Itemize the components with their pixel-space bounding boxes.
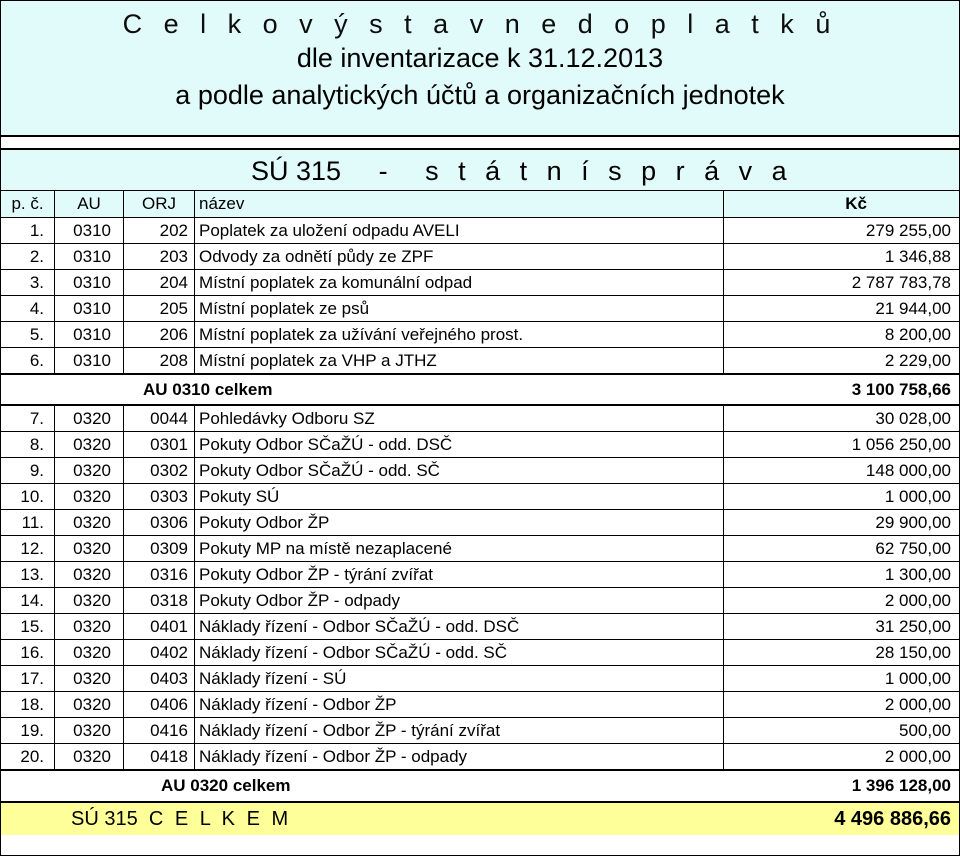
cell-nazev: Místní poplatek za VHP a JTHZ	[195, 348, 724, 375]
table-row	[1, 718, 959, 744]
cell-kc: 1 000,00	[724, 484, 960, 510]
table-row	[1, 510, 959, 536]
cell-au: 0320	[55, 510, 124, 536]
cell-au: 0320	[55, 432, 124, 458]
cell-nazev: Náklady řízení - Odbor ŽP - týrání zvířat	[195, 718, 724, 744]
section-title	[251, 156, 793, 187]
cell-orj: 0418	[124, 744, 195, 771]
cell-pc: 13.	[1, 562, 55, 588]
col-header-nazev: název	[195, 191, 724, 218]
table-row	[1, 432, 959, 458]
cell-orj: 0318	[124, 588, 195, 614]
cell-nazev: Náklady řízení - SÚ	[195, 666, 724, 692]
table-row	[1, 218, 959, 244]
section-header	[1, 150, 959, 191]
table-row	[1, 484, 959, 510]
cell-au: 0320	[55, 640, 124, 666]
cell-au: 0320	[55, 744, 124, 771]
table-row	[1, 588, 959, 614]
cell-pc: 10.	[1, 484, 55, 510]
table-row	[1, 562, 959, 588]
cell-nazev: Pokuty Odbor SČaŽÚ - odd. SČ	[195, 458, 724, 484]
cell-orj: 0406	[124, 692, 195, 718]
table-row	[1, 322, 959, 348]
cell-kc: 1 346,88	[724, 244, 960, 270]
cell-orj: 0416	[124, 718, 195, 744]
cell-orj: 206	[124, 322, 195, 348]
cell-au: 0320	[55, 405, 124, 432]
cell-kc: 31 250,00	[724, 614, 960, 640]
cell-pc: 20.	[1, 744, 55, 771]
cell-pc: 9.	[1, 458, 55, 484]
table-row	[1, 640, 959, 666]
section-code: SÚ 315	[251, 156, 342, 186]
cell-orj: 0303	[124, 484, 195, 510]
cell-orj: 0309	[124, 536, 195, 562]
cell-orj: 0402	[124, 640, 195, 666]
subtotal-value: 3 100 758,66	[724, 374, 960, 405]
cell-au: 0320	[55, 562, 124, 588]
cell-kc: 8 200,00	[724, 322, 960, 348]
table-row	[1, 244, 959, 270]
col-header-orj: ORJ	[124, 191, 195, 218]
cell-pc: 16.	[1, 640, 55, 666]
cell-nazev: Pokuty Odbor ŽP - odpady	[195, 588, 724, 614]
table-row	[1, 458, 959, 484]
cell-kc: 2 000,00	[724, 744, 960, 771]
spacer	[1, 137, 959, 150]
cell-orj: 202	[124, 218, 195, 244]
cell-au: 0310	[55, 296, 124, 322]
section-name: s t á t n í s p r á v a	[425, 156, 793, 186]
cell-nazev: Pokuty Odbor ŽP - týrání zvířat	[195, 562, 724, 588]
cell-au: 0320	[55, 614, 124, 640]
cell-nazev: Pokuty MP na místě nezaplacené	[195, 536, 724, 562]
cell-au: 0320	[55, 588, 124, 614]
cell-pc: 14.	[1, 588, 55, 614]
title-block	[1, 1, 959, 137]
cell-au: 0320	[55, 666, 124, 692]
cell-nazev: Místní poplatek ze psů	[195, 296, 724, 322]
cell-pc: 19.	[1, 718, 55, 744]
cell-orj: 205	[124, 296, 195, 322]
cell-nazev: Pokuty Odbor ŽP	[195, 510, 724, 536]
cell-kc: 1 300,00	[724, 562, 960, 588]
cell-nazev: Pokuty SÚ	[195, 484, 724, 510]
cell-au: 0310	[55, 348, 124, 375]
table-row	[1, 536, 959, 562]
cell-au: 0320	[55, 484, 124, 510]
table-header	[1, 191, 959, 218]
cell-nazev: Místní poplatek za užívání veřejného prost.	[195, 322, 724, 348]
table-row	[1, 296, 959, 322]
cell-au: 0320	[55, 692, 124, 718]
cell-pc: 6.	[1, 348, 55, 375]
cell-pc: 5.	[1, 322, 55, 348]
cell-au: 0310	[55, 218, 124, 244]
table-row	[1, 744, 959, 771]
col-header-pc: p. č.	[1, 191, 55, 218]
cell-pc: 4.	[1, 296, 55, 322]
cell-au: 0310	[55, 322, 124, 348]
title-line-1: C e l k o v ý s t a v n e d o p l a t k ů	[122, 9, 838, 39]
subtotal-label: AU 0310 celkem	[1, 374, 724, 405]
cell-orj: 0306	[124, 510, 195, 536]
subtotal-row	[1, 374, 959, 405]
cell-kc: 29 900,00	[724, 510, 960, 536]
cell-nazev: Místní poplatek za komunální odpad	[195, 270, 724, 296]
grand-total-label	[1, 802, 724, 835]
cell-au: 0310	[55, 270, 124, 296]
cell-pc: 12.	[1, 536, 55, 562]
cell-pc: 2.	[1, 244, 55, 270]
cell-nazev: Odvody za odnětí půdy ze ZPF	[195, 244, 724, 270]
cell-nazev: Náklady řízení - Odbor SČaŽÚ - odd. SČ	[195, 640, 724, 666]
cell-nazev: Pohledávky Odboru SZ	[195, 405, 724, 432]
col-header-au: AU	[55, 191, 124, 218]
cell-orj: 0316	[124, 562, 195, 588]
cell-orj: 0301	[124, 432, 195, 458]
cell-orj: 203	[124, 244, 195, 270]
cell-kc: 2 787 783,78	[724, 270, 960, 296]
cell-orj: 208	[124, 348, 195, 375]
table-row	[1, 405, 959, 432]
cell-kc: 21 944,00	[724, 296, 960, 322]
table-row	[1, 348, 959, 375]
table-row	[1, 666, 959, 692]
grand-total-value: 4 496 886,66	[724, 802, 960, 835]
cell-nazev: Pokuty Odbor SČaŽÚ - odd. DSČ	[195, 432, 724, 458]
cell-pc: 7.	[1, 405, 55, 432]
cell-kc: 500,00	[724, 718, 960, 744]
cell-orj: 0403	[124, 666, 195, 692]
cell-kc: 279 255,00	[724, 218, 960, 244]
cell-au: 0320	[55, 718, 124, 744]
cell-pc: 11.	[1, 510, 55, 536]
cell-pc: 3.	[1, 270, 55, 296]
cell-orj: 0044	[124, 405, 195, 432]
cell-au: 0320	[55, 536, 124, 562]
subtotal-label: AU 0320 celkem	[1, 770, 724, 802]
cell-kc: 30 028,00	[724, 405, 960, 432]
cell-au: 0310	[55, 244, 124, 270]
table-row	[1, 270, 959, 296]
cell-nazev: Poplatek za uložení odpadu AVELI	[195, 218, 724, 244]
cell-kc: 148 000,00	[724, 458, 960, 484]
cell-kc: 2 000,00	[724, 588, 960, 614]
cell-nazev: Náklady řízení - Odbor ŽP - odpady	[195, 744, 724, 771]
cell-kc: 1 000,00	[724, 666, 960, 692]
title-line-3: a podle analytických účtů a organizačních jednotek	[175, 80, 785, 110]
subtotal-value: 1 396 128,00	[724, 770, 960, 802]
cell-kc: 28 150,00	[724, 640, 960, 666]
section-dash: -	[378, 156, 388, 186]
grand-total-code: SÚ 315	[71, 807, 138, 830]
cell-orj: 0302	[124, 458, 195, 484]
col-header-kc: Kč	[724, 191, 960, 218]
cell-nazev: Náklady řízení - Odbor ŽP	[195, 692, 724, 718]
cell-kc: 2 229,00	[724, 348, 960, 375]
subtotal-row	[1, 770, 959, 802]
cell-pc: 18.	[1, 692, 55, 718]
table-row	[1, 692, 959, 718]
cell-nazev: Náklady řízení - Odbor SČaŽÚ - odd. DSČ	[195, 614, 724, 640]
cell-pc: 8.	[1, 432, 55, 458]
grand-total-row	[1, 802, 959, 835]
arrears-table	[1, 191, 959, 835]
cell-kc: 2 000,00	[724, 692, 960, 718]
grand-total-word: C E L K E M	[148, 807, 292, 830]
cell-pc: 15.	[1, 614, 55, 640]
table-row	[1, 614, 959, 640]
cell-au: 0320	[55, 458, 124, 484]
cell-kc: 1 056 250,00	[724, 432, 960, 458]
cell-orj: 0401	[124, 614, 195, 640]
cell-orj: 204	[124, 270, 195, 296]
title-line-2: dle inventarizace k 31.12.2013	[296, 43, 664, 73]
cell-pc: 1.	[1, 218, 55, 244]
cell-kc: 62 750,00	[724, 536, 960, 562]
cell-pc: 17.	[1, 666, 55, 692]
